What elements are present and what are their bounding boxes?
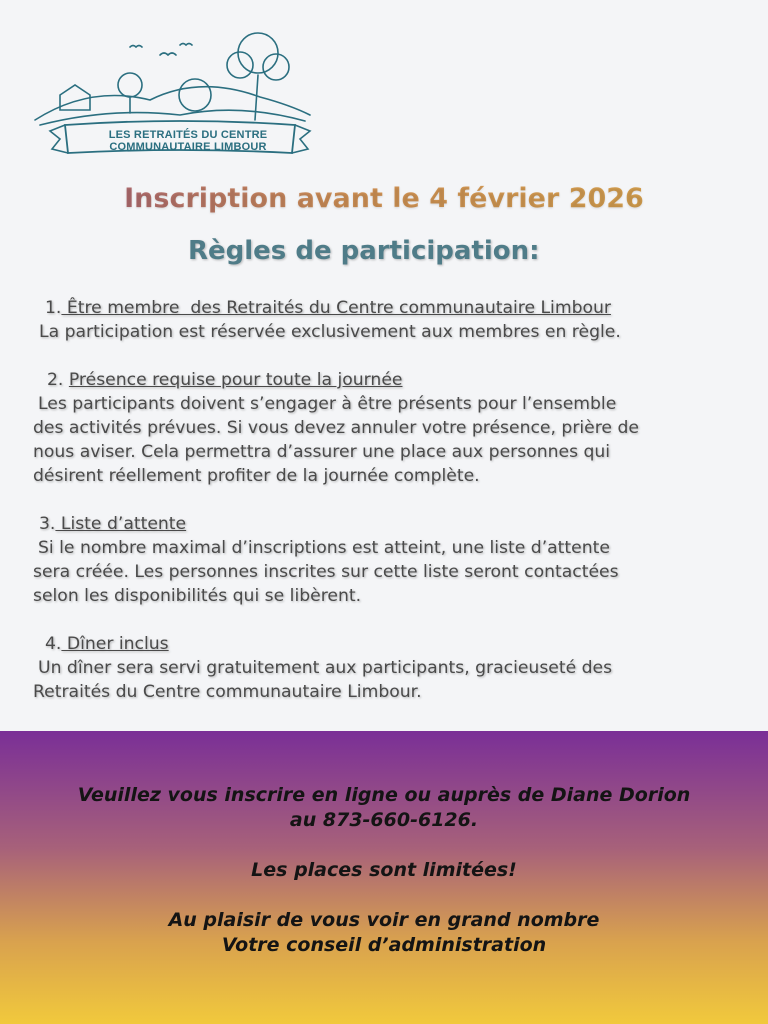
signature: Votre conseil d’administration	[221, 934, 547, 956]
rule-line: désirent réellement profiter de la journée complète.	[33, 466, 480, 486]
rule-number: 2.	[47, 370, 64, 390]
logo-line-2: COMMUNAUTAIRE LIMBOUR	[109, 141, 267, 153]
logo-wordmark	[88, 129, 288, 153]
rule-4	[33, 632, 753, 704]
rule-line: Un dîner sera servi gratuitement aux participants, gracieuseté des	[38, 658, 613, 678]
rule-number: 3.	[39, 514, 56, 534]
rule-title-text: Dîner inclus	[61, 634, 169, 654]
rules-list	[33, 296, 753, 728]
footer-banner	[0, 731, 768, 1024]
rule-line: Les participants doivent s’engager à être présents pour l’ensemble	[38, 394, 617, 414]
rule-title	[33, 512, 753, 536]
rule-line: des activités prévues. Si vous devez annuler votre présence, prière de	[33, 418, 639, 438]
rules-heading: Règles de participation:	[188, 236, 540, 266]
rule-line: Retraités du Centre communautaire Limbour.	[33, 682, 422, 702]
rule-body	[33, 320, 753, 344]
rule-line: selon les disponibilités qui se libèrent.	[33, 586, 362, 606]
footer-text	[0, 783, 768, 958]
rule-number: 4.	[45, 634, 62, 654]
rule-2	[33, 368, 753, 488]
rule-number: 1.	[45, 298, 62, 318]
rule-line: nous aviser. Cela permettra d’assurer une place aux personnes qui	[33, 442, 611, 462]
registration-deadline-heading: Inscription avant le 4 février 2026	[0, 183, 768, 214]
rule-body	[33, 656, 753, 704]
rule-title	[33, 296, 753, 320]
rule-line: sera créée. Les personnes inscrites sur cette liste seront contactées	[33, 562, 619, 582]
rule-line: La participation est réservée exclusivement aux membres en règle.	[39, 322, 621, 342]
logo	[30, 25, 315, 165]
rule-title-text: Liste d’attente	[55, 514, 187, 534]
rule-title-text: Présence requise pour toute la journée	[68, 370, 403, 390]
rule-title-text: Être membre des Retraités du Centre communautaire Limbour	[61, 298, 611, 318]
rule-body	[33, 392, 753, 488]
rule-3	[33, 512, 753, 608]
registration-instructions: Veuillez vous inscrire en ligne ou auprès de Diane Dorion	[77, 784, 691, 806]
rule-title	[33, 368, 753, 392]
closing-message: Au plaisir de vous voir en grand nombre	[168, 909, 600, 931]
contact-phone: au 873-660-6126.	[289, 809, 479, 831]
rule-body	[33, 536, 753, 608]
rule-title	[33, 632, 753, 656]
limited-places-notice: Les places sont limitées!	[251, 859, 517, 881]
rule-1	[33, 296, 753, 344]
rule-line: Si le nombre maximal d’inscriptions est atteint, une liste d’attente	[38, 538, 610, 558]
logo-line-1: LES RETRAITÉS DU CENTRE	[108, 129, 268, 141]
